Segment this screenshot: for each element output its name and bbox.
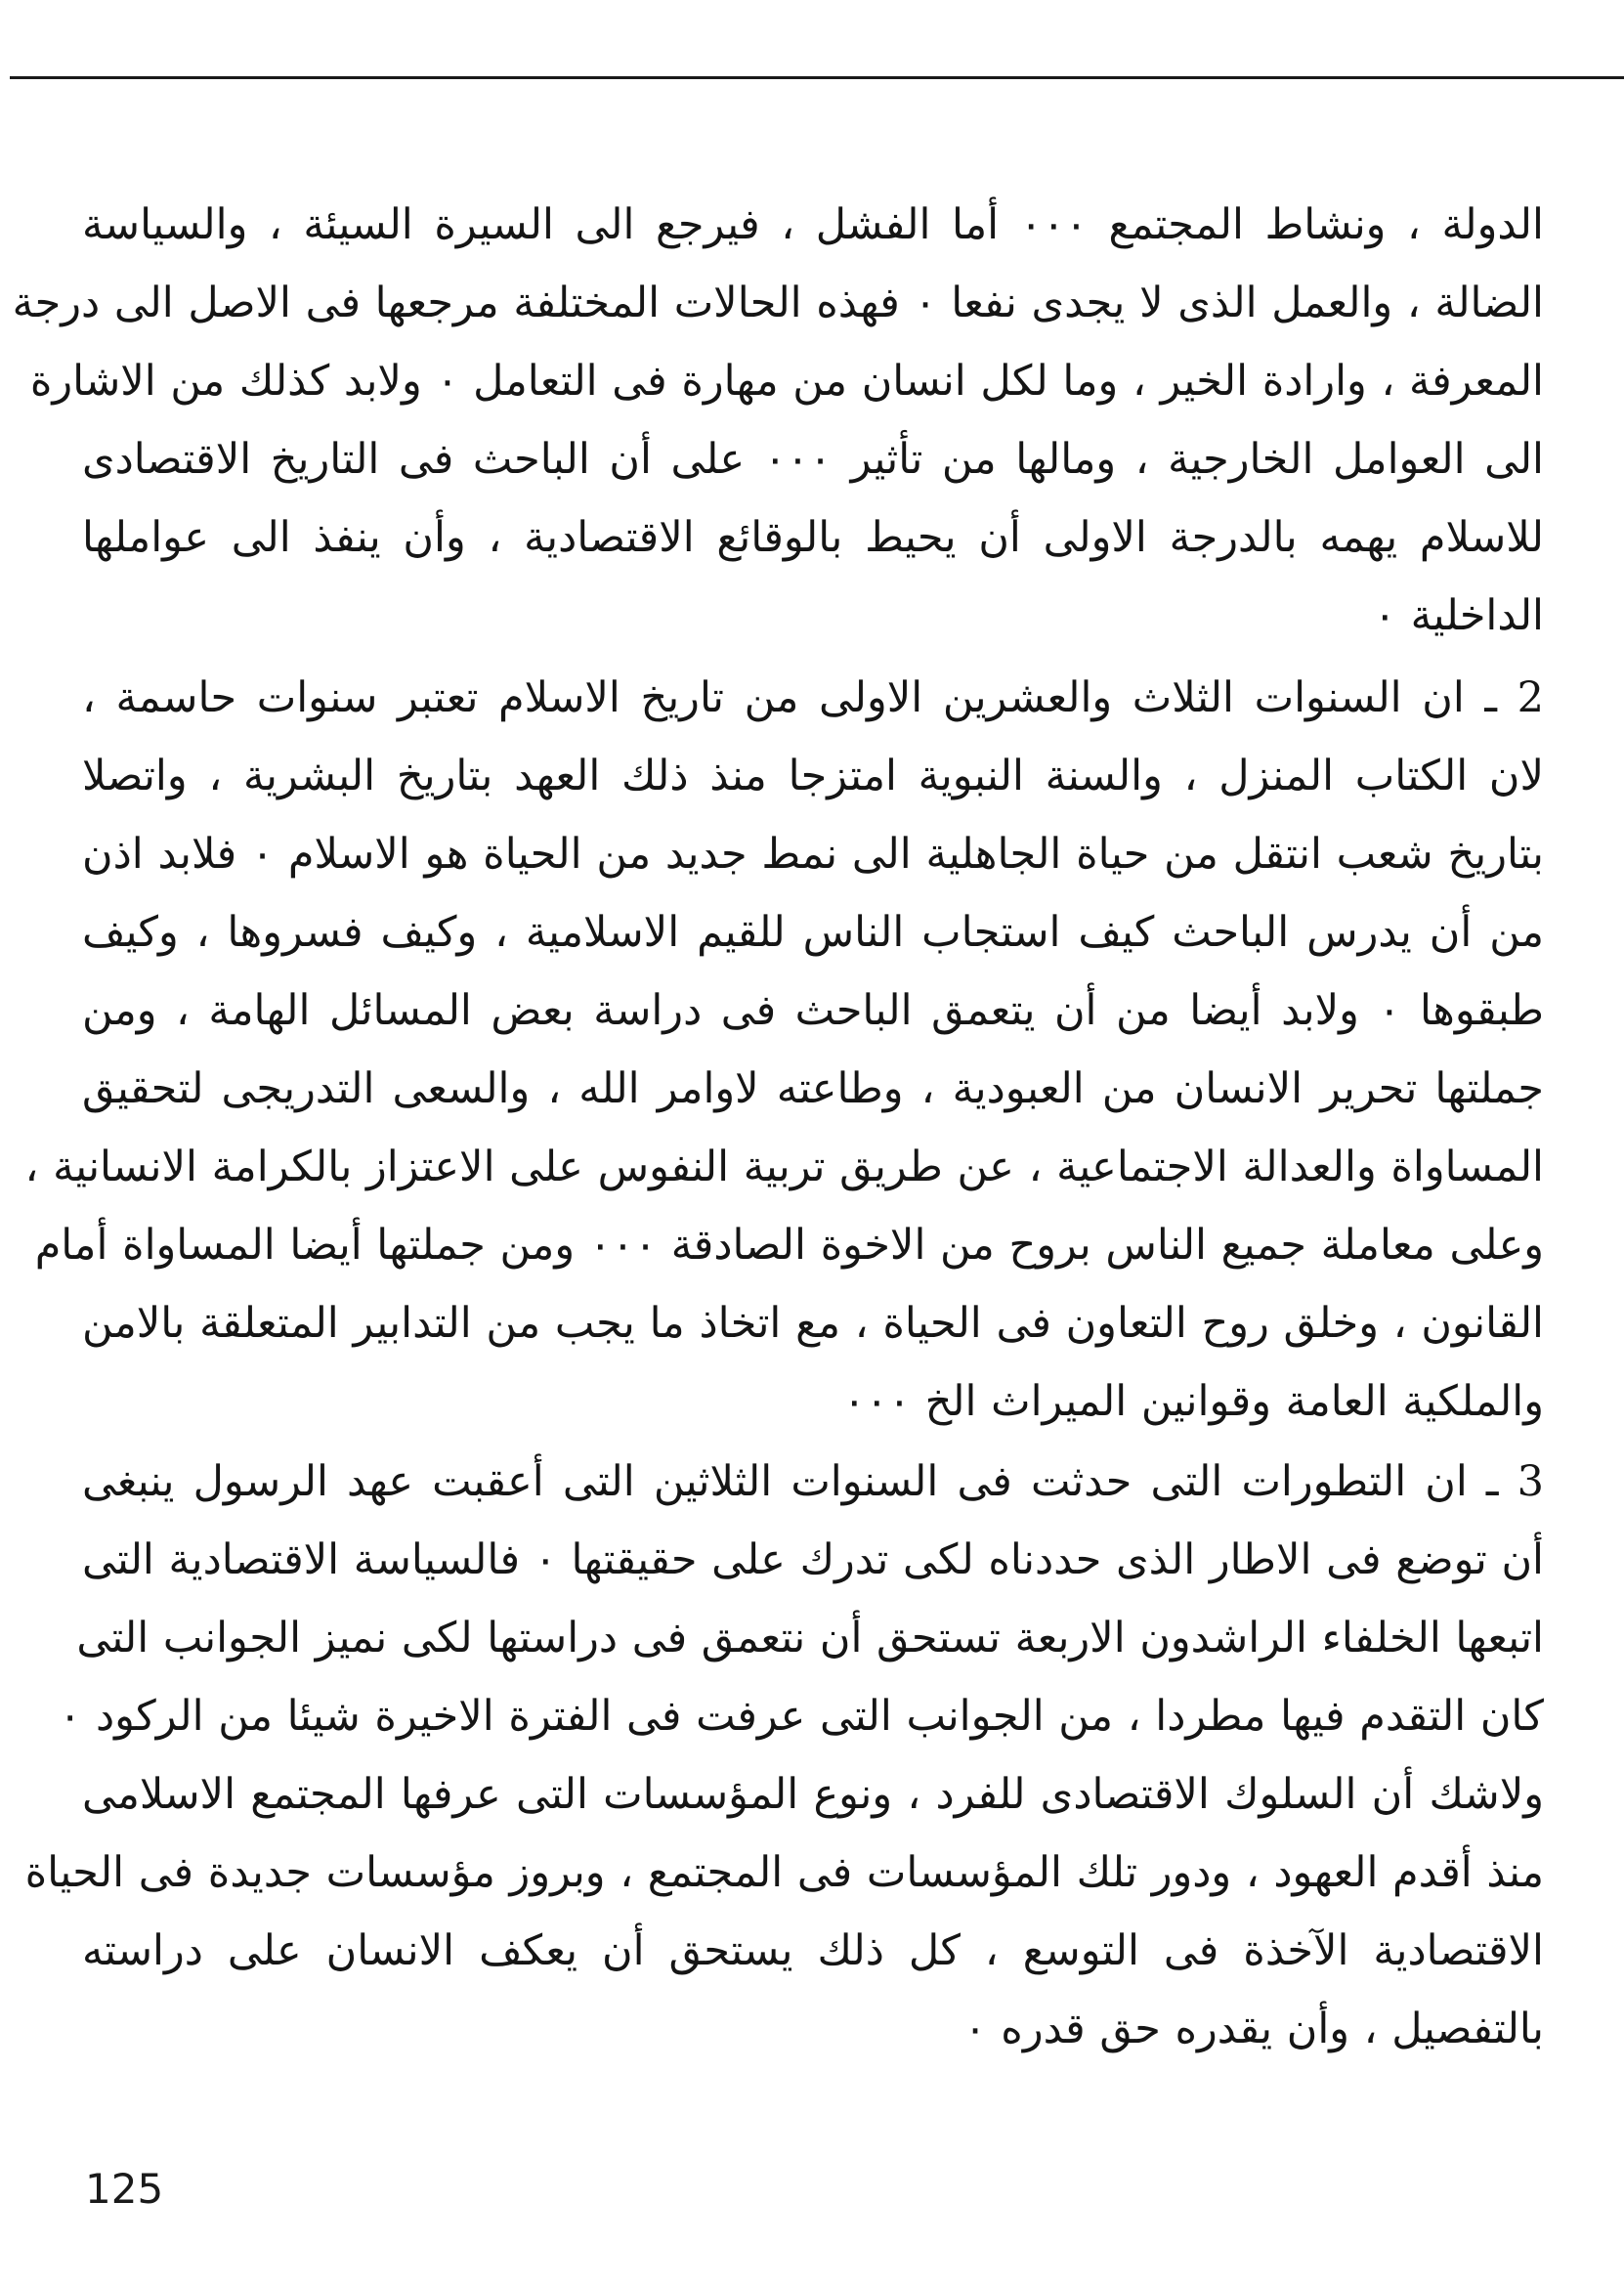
- paragraph-line: المعرفة ، وارادة الخير ، وما لكل انسان من مهارة فى التعامل ٠ ولابد كذلك من الاشارة: [29, 357, 1544, 406]
- paragraph-line: 2 ـ ان السنوات الثلاث والعشرين الاولى من تاريخ الاسلام تعتبر سنوات حاسمة ،: [82, 673, 1544, 722]
- paragraph-line: القانون ، وخلق روح التعاون فى الحياة ، مع اتخاذ ما يجب من التدابير المتعلقة بالامن: [82, 1299, 1544, 1348]
- paragraph-3: [24, 1443, 1544, 2068]
- paragraph-line: للاسلام يهمه بالدرجة الاولى أن يحيط بالوقائع الاقتصادية ، وأن ينفذ الى عواملها: [82, 513, 1544, 562]
- paragraph-line: بالتفصيل ، وأن يقدره حق قدره ٠: [963, 2005, 1544, 2053]
- paragraph-line: والملكية العامة وقوانين الميراث الخ ٠٠٠: [842, 1377, 1544, 1426]
- paragraph-line: اتبعها الخلفاء الراشدون الاربعة تستحق أن نتعمق فى دراستها لكى نميز الجوانب التى: [76, 1614, 1544, 1662]
- paragraph-line: 3 ـ ان التطورات التى حدثت فى السنوات الثلاثين التى أعقبت عهد الرسول ينبغى: [82, 1457, 1544, 1506]
- paragraph-line: لان الكتاب المنزل ، والسنة النبوية امتزجا منذ ذلك العهد بتاريخ البشرية ، واتصلا: [82, 752, 1544, 800]
- paragraph-line: الضالة ، والعمل الذى لا يجدى نفعا ٠ فهذه الحالات المختلفة مرجعها فى الاصل الى درجة: [12, 279, 1544, 327]
- paragraph-line: منذ أقدم العهود ، ودور تلك المؤسسات فى المجتمع ، وبروز مؤسسات جديدة فى الحياة: [24, 1848, 1544, 1897]
- header-rule: [10, 76, 1624, 79]
- paragraph-line: جملتها تحرير الانسان من العبودية ، وطاعته لاوامر الله ، والسعى التدريجى لتحقيق: [82, 1064, 1544, 1113]
- paragraph-line: بتاريخ شعب انتقل من حياة الجاهلية الى نمط جديد من الحياة هو الاسلام ٠ فلابد اذن: [82, 830, 1545, 879]
- paragraph-line: طبقوها ٠ ولابد أيضا من أن يتعمق الباحث فى دراسة بعض المسائل الهامة ، ومن: [82, 986, 1544, 1035]
- paragraph-line: ولاشك أن السلوك الاقتصادى للفرد ، ونوع المؤسسات التى عرفها المجتمع الاسلامى: [82, 1770, 1544, 1819]
- paragraph-line: المساواة والعدالة الاجتماعية ، عن طريق تربية النفوس على الاعتزاز بالكرامة الانسانية ،: [24, 1143, 1544, 1191]
- paragraph-line: وعلى معاملة جميع الناس بروح من الاخوة الصادقة ٠٠٠ ومن جملتها أيضا المساواة أمام: [34, 1221, 1544, 1270]
- paragraph-line: الدولة ، ونشاط المجتمع ٠٠٠ أما الفشل ، فيرجع الى السيرة السيئة ، والسياسة: [82, 200, 1544, 249]
- paragraph-line: أن توضع فى الاطار الذى حددناه لكى تدرك على حقيقتها ٠ فالسياسة الاقتصادية التى: [82, 1535, 1544, 1584]
- paragraph-line: كان التقدم فيها مطردا ، من الجوانب التى عرفت فى الفترة الاخيرة شيئا من الركود ٠: [59, 1692, 1544, 1741]
- paragraph-line: من أن يدرس الباحث كيف استجاب الناس للقيم الاسلامية ، وكيف فسروها ، وكيف: [82, 908, 1544, 957]
- paragraph-2: [24, 659, 1545, 1441]
- paragraph-line: الى العوامل الخارجية ، ومالها من تأثير ٠٠٠ على أن الباحث فى التاريخ الاقتصادى: [82, 435, 1544, 484]
- paragraph-line: الاقتصادية الآخذة فى التوسع ، كل ذلك يستحق أن يعكف الانسان على دراسته: [82, 1926, 1544, 1975]
- paragraph-line: الداخلية ٠: [1373, 591, 1544, 640]
- paragraph-1: [12, 186, 1544, 655]
- page-number: 125: [85, 2165, 164, 2213]
